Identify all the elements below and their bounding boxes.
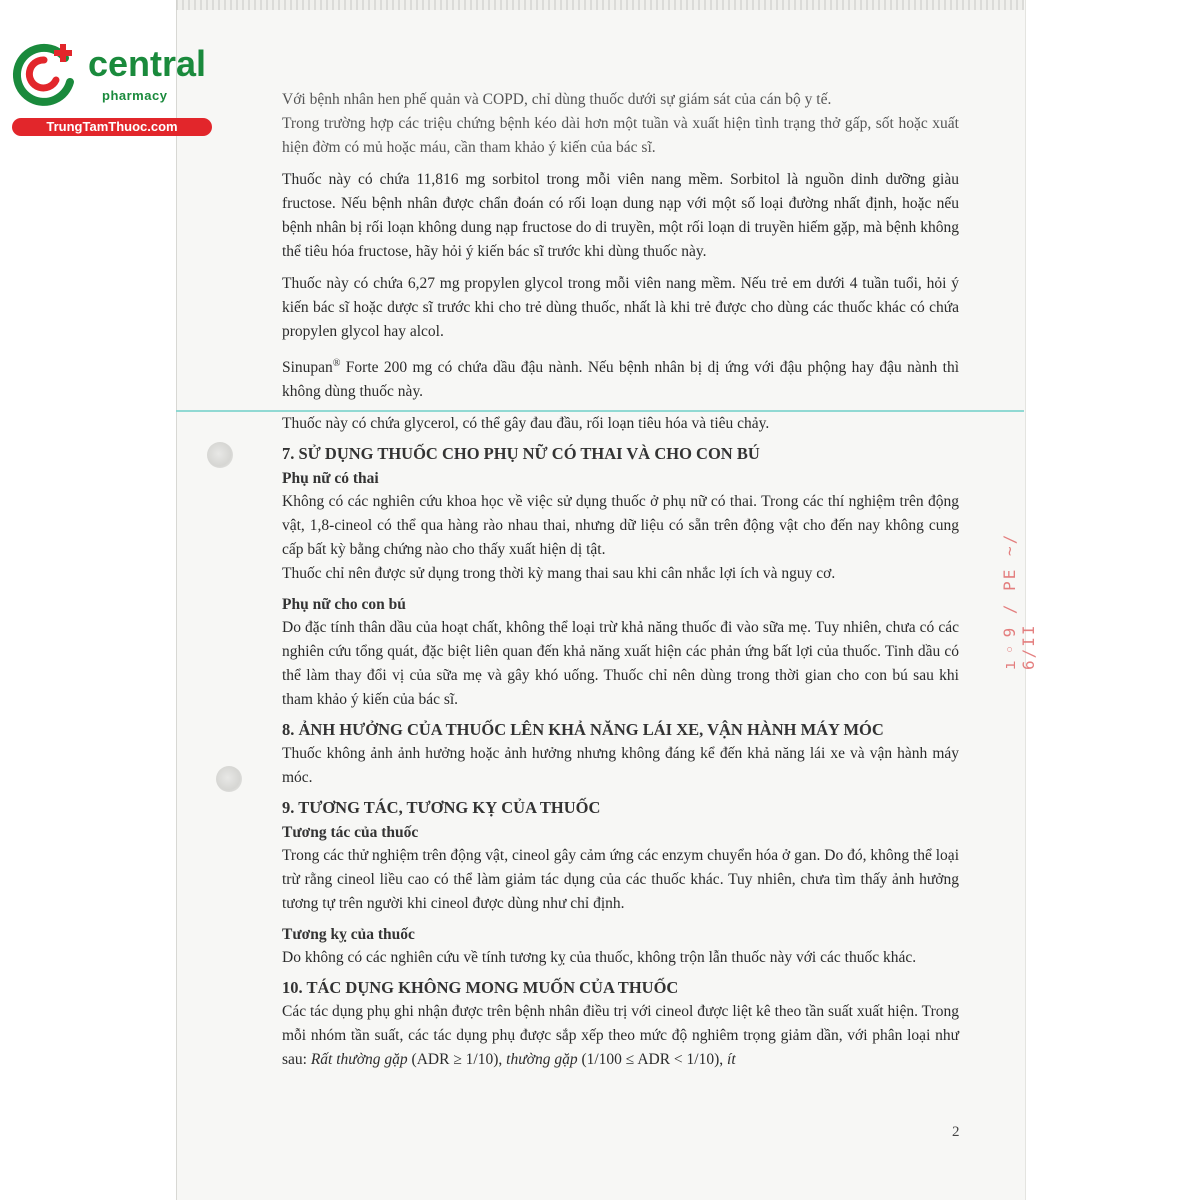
central-pharmacy-logo <box>10 38 214 138</box>
logo-url-badge: TrungTamThuoc.com <box>12 118 212 136</box>
breastfeeding-paragraph: Do đặc tính thân dầu của hoạt chất, không thể loại trừ khả năng thuốc đi vào sữa mẹ. Tuy nhiên, chưa có các nghiên cứu tổng quát, đặc biệt liên quan đến khả năng xuất hiện các phản ứng bất lợi của thuốc. Tinh dầu có thể làm thay đổi vị của sữa mẹ và gây khó uống. Thuốc chỉ nên dùng trong thời gian cho con bú sau khi tham khảo ý kiến của bác sĩ. <box>282 619 959 709</box>
intro-paragraph: Với bệnh nhân hen phế quản và COPD, chỉ dùng thuốc dưới sự giám sát của cán bộ y tế. <box>282 91 832 108</box>
punch-hole <box>216 766 242 792</box>
adr-uncommon: ít <box>727 1051 736 1069</box>
logo-subtitle: pharmacy <box>102 88 168 103</box>
driving-paragraph: Thuốc không ảnh ảnh hưởng hoặc ảnh hưởng nhưng không đáng kể đến khả năng lái xe và vận hành máy móc. <box>282 745 959 787</box>
page-top-edge <box>176 0 1024 10</box>
incompatibility-paragraph: Do không có các nghiên cứu về tính tương kỵ của thuốc, không trộn lẫn thuốc này với các thuốc khác. <box>282 949 917 967</box>
breastfeeding-subheading: Phụ nữ cho con bú <box>282 596 406 614</box>
adr-text: (1/100 ≤ ADR < 1/10), <box>577 1051 728 1069</box>
soybean-oil-paragraph <box>282 352 959 404</box>
registered-mark: ® <box>332 358 341 369</box>
section-9-heading: 9. TƯƠNG TÁC, TƯƠNG KỴ CỦA THUỐC <box>282 798 601 818</box>
document-body <box>282 88 959 1072</box>
red-handwritten-stamp: ı◦9 / PE ~/ 6/II <box>1000 532 1038 670</box>
soybean-text: Forte 200 mg có chứa dầu đậu nành. Nếu bệnh nhân bị dị ứng với đậu phộng hay đậu nành thì không dùng thuốc này. <box>282 359 959 401</box>
punch-hole <box>207 442 233 468</box>
propylene-glycol-paragraph: Thuốc này có chứa 6,27 mg propylen glycol trong mỗi viên nang mềm. Nếu trẻ em dưới 4 tuần tuổi, hỏi ý kiến bác sĩ hoặc dược sĩ trước khi cho trẻ dùng thuốc, nhất là khi trẻ được cho dùng các thuốc khác có chứa propylen glycol hay alcol. <box>282 275 959 340</box>
pregnancy-paragraph: Không có các nghiên cứu khoa học về việc sử dụng thuốc ở phụ nữ có thai. Trong các thí nghiệm trên động vật, 1,8-cineol có thể qua hàng rào nhau thai, nhưng dữ liệu có sẵn trên động vật cho đến nay không cung cấp bất kỳ bằng chứng nào cho thấy xuất hiện dị tật. <box>282 493 959 559</box>
adr-very-common: Rất thường gặp <box>310 1051 408 1069</box>
interaction-paragraph: Trong các thử nghiệm trên động vật, cineol gây cảm ứng các enzym chuyển hóa ở gan. Do đó, không thể loại trừ rằng cineol liều cao có thể làm giảm tác dụng của các thuốc khác. Tuy nhiên, chưa tìm thấy ảnh hưởng tương tự trên người khi cineol được dùng như chỉ định. <box>282 847 959 913</box>
intro-paragraph: Trong trường hợp các triệu chứng bệnh kéo dài hơn một tuần và xuất hiện tình trạng thở gấp, sốt hoặc xuất hiện đờm có mủ hoặc máu, cần tham khảo ý kiến của bác sĩ. <box>282 115 959 156</box>
logo-name: central <box>88 43 207 84</box>
sorbitol-paragraph: Thuốc này có chứa 11,816 mg sorbitol trong mỗi viên nang mềm. Sorbitol là nguồn dinh dưỡng giàu fructose. Nếu bệnh nhân được chẩn đoán có rối loạn dung nạp với một số loại đường nhất định, hoặc nếu bệnh nhân bị rối loạn không dung nạp fructose do di truyền, một rối loạn di truyền hiếm gặp, mà bệnh không thể tiêu hóa fructose, hãy hỏi ý kiến bác sĩ trước khi dùng thuốc này. <box>282 171 959 260</box>
glycerol-paragraph: Thuốc này có chứa glycerol, có thể gây đau đầu, rối loạn tiêu hóa và tiêu chảy. <box>282 415 770 433</box>
pregnancy-paragraph-2: Thuốc chỉ nên được sử dụng trong thời kỳ mang thai sau khi cân nhắc lợi ích và nguy cơ. <box>282 565 836 583</box>
page-number: 2 <box>952 1124 960 1140</box>
section-8-heading: 8. ẢNH HƯỞNG CỦA THUỐC LÊN KHẢ NĂNG LÁI XE, VẬN HÀNH MÁY MÓC <box>282 720 884 740</box>
section-10-heading: 10. TÁC DỤNG KHÔNG MONG MUỐN CỦA THUỐC <box>282 978 679 998</box>
pregnancy-subheading: Phụ nữ có thai <box>282 470 379 488</box>
section-7-heading: 7. SỬ DỤNG THUỐC CHO PHỤ NỮ CÓ THAI VÀ CHO CON BÚ <box>282 444 760 464</box>
adr-text: (ADR ≥ 1/10), <box>407 1051 507 1069</box>
brand-name: Sinupan <box>282 359 333 377</box>
adverse-effects-paragraph <box>282 1000 959 1072</box>
incompatibility-subheading: Tương kỵ của thuốc <box>282 926 415 944</box>
logo-ring-icon <box>10 38 80 108</box>
interaction-subheading: Tương tác của thuốc <box>282 824 419 842</box>
adr-common: thường gặp <box>506 1051 578 1069</box>
adr-text: Các tác dụng phụ ghi nhận được trên bệnh nhân điều trị với cineol được liệt kê theo tần suất xuất hiện. Trong mỗi nhóm tần suất, các tác dụng phụ được sắp xếp theo mức độ nghiêm trọng giảm dần, với phân loại như sau: <box>282 1003 959 1069</box>
